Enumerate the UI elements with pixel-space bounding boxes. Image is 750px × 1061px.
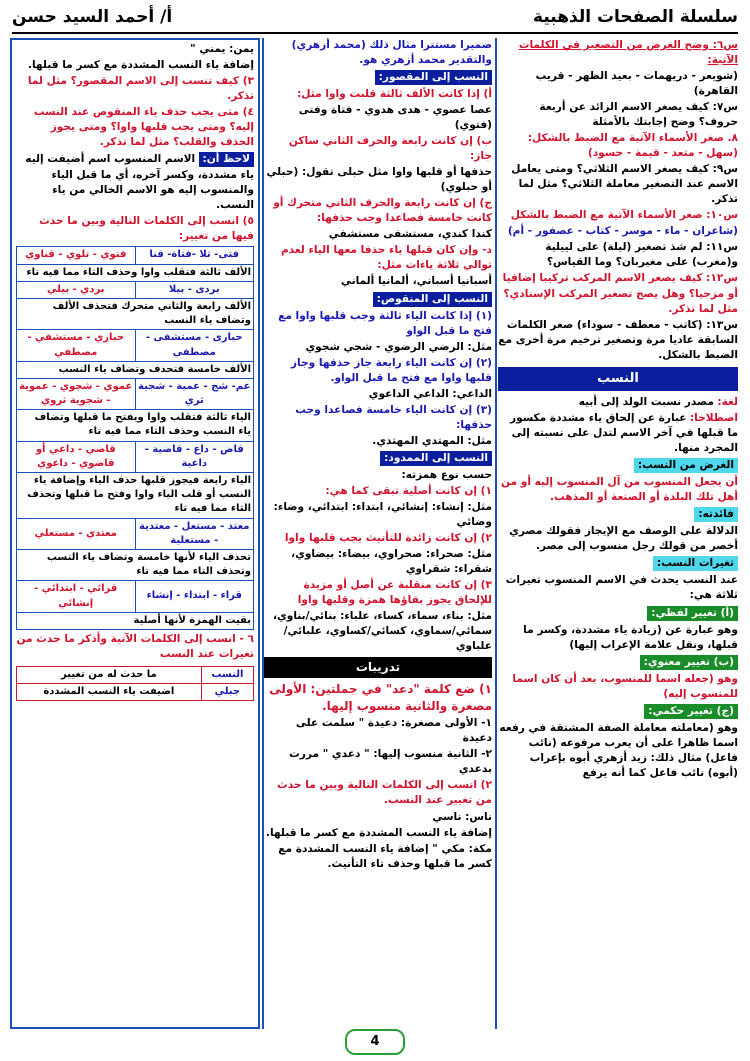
table-cell-nasab [17,581,136,612]
word-nasab: حباري - مستشفي - مصطفي [27,332,125,358]
mamdud-3-example: مثل: بناء، سماء، كساء، علباء: بنائي/بناوي، سمائي/سماوي، كسائي/كساوي، علبائي/علباوي [273,610,492,653]
word-source: فتى- تلا -فتاة- قنا [149,249,240,261]
table-row-rule [17,410,254,441]
training-2-a: ناس: ناسي [432,810,492,823]
table-row [17,330,254,361]
maqsur-a-example: عصا عصوي - هدى هدوي - فتاة وفتى (فتوي) [298,104,492,132]
change-1-text: وهو عبارة عن (زيادة ياء مشددة، وكسر ما قبلها، ونقل علامة الإعراب إليها) [523,623,738,651]
changes-label: تغيرات النسب: [653,556,738,571]
faida-label: فائدته: [694,507,738,522]
answer-row [17,684,254,701]
table-cell-words [135,441,254,472]
table-cell-rule: بقيت الهمزة لأنها أصلية [17,612,254,629]
top-example-desc: إضافة ياء النسب المشددة مع كسر ما قبلها. [27,59,254,72]
column-divider-right [495,38,497,1029]
table-cell-rule: الألف خامسة فتحذف وتضاف ياء النسب [17,361,254,378]
table-row [17,518,254,549]
question-6-words: (شويعر - دريهمات - بعيد الظهر - قريب القاهرة) [535,70,738,98]
maqsur-b: ب) إن كانت رابعة والحرف الثاني ساكن جاز: [288,135,492,163]
change-2-text: وهو (جعله اسما للمنسوب، بعد أن كان اسما للمنسوب إليه) [512,672,738,700]
table-cell-nasab [17,441,136,472]
training-title: تدريبات [264,657,492,678]
manqus-2: (٢) إن كانت الياء رابعة جاز حذفها وجاز قلبها واوا مع فتح ما قبل الواو. [290,356,492,384]
word-source: قاض - داع - قاضية - داعية [144,443,244,469]
table-row-rule [17,361,254,378]
left-column [10,38,260,1029]
word-nasab: بردي - بيلي [47,283,105,295]
table-cell-rule: الألف ثالثة فتقلب واوا وحذف التاء مما فيه تاء [17,264,254,281]
lugha-label: لغة: [717,396,738,409]
manqus-1-example: مثل: الرضي الرضوي - شجي شجوي [305,340,492,353]
answer-row [17,666,254,683]
table-row-rule [17,612,254,629]
word-nasab: فتوي - تلوي - قناوي [25,249,127,261]
mamdud-2-example: مثل: صحراء: صحراوي، بيضاء: بيضاوي، شقراء: شقراوي [291,548,492,576]
maqsur-b-example: حذفها أو قلبها واوا مثل حبلى تقول: (حبلي أو حبلوي) [266,166,492,194]
answer-cell-change: اضيفت ياء النسب المشددة [17,684,202,701]
istilah-label: اصطلاحا: [689,412,738,425]
mamdud-intro: حسب نوع همزته: [401,468,492,481]
maqsur-d-example: أسبانيا أسباني، ألمانيا ألماني [340,275,492,288]
answer-cell-change: ما حدث له من تغيير [17,666,202,683]
table-cell-nasab [17,518,136,549]
word-source: قراء - ابتداء - إنشاء [146,590,242,602]
page-number: 4 [345,1029,405,1055]
maqsur-c: ج) إن كانت رابعة والحرف الثاني متحرك أو كانت خامسة فصاعدا وجب حذفها: [273,197,492,225]
table-cell-words [135,378,254,409]
question-13: س١٣: (كاتب - معطف - سوداء) صغر الكلمات السابقة عاديا مرة وتصغير ترخيم مرة أخرى مع الضبط بالشكل. [498,318,738,361]
table-cell-words [135,581,254,612]
section-title-nasab: النسب [498,367,738,391]
word-source: بردى - بيلا [168,283,220,295]
change-1-label: (أ) تغيير لفظي: [647,606,738,621]
maqsur-d: د- وإن كان قبلها ياء حذفا معها الياء لعدم توالي ثلاثة ياءات مثل: [280,244,492,272]
table-row-rule [17,549,254,580]
training-1: ١) ضع كلمة "دعد" في جملتين: الأولى مصغرة والثانية منسوب إليها. [269,682,492,714]
answer-cell-word: جبلي [201,684,253,701]
note-label: لاحظ أن: [199,152,254,167]
maqsur-c-example: كندا كندي، مستشفى مستشفي [328,228,492,241]
training-1-b: ٢- الثانية منسوب إليها: " دعدي " مررت بدعدي [289,748,492,776]
intro-text: ضميرا مستترا مثال ذلك (محمد أزهري) والتقدير محمد أزهري هو. [291,39,492,67]
header-divider [12,32,738,34]
lugha-text: مصدر نسبت الولد إلى أبيه [578,396,714,409]
table-row [17,441,254,472]
table-cell-rule: الياء ثالثة فتقلب واوا ويفتح ما قبلها وتضاف ياء النسب وحذف التاء مما فيه تاء [17,410,254,441]
gharad-text: أن يجعل المنسوب من آل المنسوب إليه أو من أهل تلك البلدة أو الصنعة أو المذهب. [500,476,738,504]
question-5: ٥) انسب إلى الكلمات التالية وبين ما حدث فيها من تغيير: [39,215,254,243]
word-source: حبارى - مستشفى - مصطفى [145,332,243,358]
mamdud-1-example: مثل: إنشاء: إنشائي، ابتداء: ابتدائي، وضاء: وضائي [273,500,492,528]
table-cell-words [135,330,254,361]
change-2-label: (ب) تغيير معنوي: [640,655,738,670]
faida-text: الدلالة على الوصف مع الإيجاز فقولك مصري أخصر من قولك رجل منسوب إلى مصر. [509,525,738,553]
top-example: يمن: يمني " [190,43,254,55]
manqus-3-example: مثل: المهتدي المهتدي. [372,434,492,447]
word-nasab: قاضي - داعي أو قاضوي - داعوي [35,443,116,469]
change-3-label: (ج) تغيير حكمي: [644,704,738,719]
mamdud-2: ٢) إن كانت زائدة للتأنيث يجب قلبها واوا [284,531,492,544]
table-cell-words [135,247,254,264]
question-7: س٧: كيف يصغر الاسم الزائد عن أربعة حروف؟ وضح إجابتك بالأمثلة [539,101,738,129]
middle-column [264,38,492,1029]
manqus-2-example: الداعي: الداعي الداعوي [368,387,492,400]
author-name: أ/ أحمد السيد حسن [12,7,173,27]
training-2-b: مكة: مكي " إضافة ياء النسب المشددة مع كسر ما قبلها وحذف تاء التأنيث. [278,842,492,870]
table-row-rule [17,473,254,519]
answer-cell-word: النسب [201,666,253,683]
word-source: معتد - مستعل - معتدية - مستعلية [139,520,250,546]
table-row [17,378,254,409]
mamdud-1: ١) إن كانت أصلية تبقى كما هي: [325,484,492,497]
page-header [12,4,738,30]
table-row [17,247,254,264]
manqus-1: (١) إذا كانت الياء ثالثة وجب قلبها واوا مع فتح ما قبل الواو [278,309,492,337]
training-1-a: ١- الأولى مصغرة: دعيدة " سلمت على دعيدة [295,717,492,745]
question-3: ٣) كيف تنسب إلى الاسم المقصور؟ مثل لما تذكر. [27,75,254,103]
right-column [498,38,738,1029]
table-row-rule [17,264,254,281]
word-nasab: قرائي - ابتدائي - إنشائي [34,583,118,609]
table-cell-nasab [17,378,136,409]
changes-text: عند النسب يحدث في الاسم المنسوب تغيرات ثلاثة هي: [505,574,738,602]
word-nasab: عموي - شجوي - عموية - شجوية ثروي [19,380,133,407]
question-12: س١٢: كيف يصغر الاسم المركب تركيبا إضافيا أو مزجيا؟ وهل يصح تصغير المركب الإسنادي؟ مثل لما تذكر. [502,272,738,315]
question-4: ٤) متى يجب حذف ياء المنقوص عند النسب إليه؟ ومتى يجب قلبها واوا؟ ومتى يجوز الحذف والقلب؟ مثل لما تذكر. [33,106,254,149]
question-9: س٩: كيف يصغر الاسم الثلاثي؟ ومتى يعامل الاسم عند التصغير معاملة الثلاثي؟ مثل لما تذكر. [511,163,738,206]
istilah-text: عبارة عن إلحاق ياء مشددة مكسور ما قبلها في آخر الاسم لتدل على نسبته إلى المجرد منها. [509,412,738,455]
mamdud-3: ٣) إن كانت منقلبة عن أصل أو مزيدة للإلحاق يجوز بقاؤها همزة وقلبها واوا [297,579,492,607]
maqsur-a: أ) إذا كانت الألف ثالثة قلبت واوا مثل: [297,88,492,101]
word-nasab: معتدي - مستعلي [34,527,117,539]
series-title: سلسلة الصفحات الذهبية [533,7,738,27]
question-11: س١١: لم شذ تصغير (ليلة) على لييلية و(مغرب) على مغيربان؟ وما القياس؟ [545,241,738,269]
change-3-text: وهو (معاملته معاملة الصفة المشتقة في رفعه اسما ظاهرا على أن يعرب مرفوعه (نائب فاعل) مثال ذلك: زيد أزهري أبوه بإعراب (أبوه) نائب فاعل كما أنه يرفع [499,721,738,779]
table-cell-nasab [17,247,136,264]
table-cell-rule: تحذف الياء لأنها خامسة وتضاف ياء النسب وتحذف التاء مما فيه تاء [17,549,254,580]
manqus-title: النسب إلى المنقوص: [373,292,492,307]
table-row-rule [17,298,254,329]
word-source: عم- شج - عمية - شجية ثري [138,380,251,407]
maqsur-title: النسب إلى المقصور: [375,70,492,85]
question-10-words: (شاعران - ماء - موسر - كتاب - عصفور - أم) [507,225,738,238]
table-cell-words [135,518,254,549]
table-row [17,281,254,298]
table-cell-words [135,281,254,298]
training-2-a-desc: إضافة ياء النسب المشددة مع كسر ما قبلها. [265,826,492,839]
table-cell-rule: الياء رابعة فيجوز قلبها حذف الياء وإضافة ياء النسب أو قلب الياء واوا وفتح ما قبلها وتحذف التاء مما فيه تاء [17,473,254,519]
mamdud-title: النسب إلى الممدود: [380,451,492,466]
table-cell-nasab [17,330,136,361]
nasab-table [16,246,254,630]
table-row [17,581,254,612]
answer-table [16,666,254,701]
table-cell-nasab [17,281,136,298]
question-8: ٨. صغر الأسماء الآتية مع الضبط بالشكل: (سهل - متعد - قيمة - حسود) [527,132,738,160]
question-10: س١٠: صغر الأسماء الآتية مع الضبط بالشكل [510,209,738,222]
note-text: الاسم المنسوب اسم أضيفت إليه ياء مشددة، وكسر آخره، أي ما قبل الياء والمنسوب إليه هو الاسم الخالي من ياء النسب. [25,153,254,212]
question-6-left: ٦ - انسب إلى الكلمات الآتية وأذكر ما حدث من تغيرات عند النسب [16,632,254,660]
table-cell-rule: الألف رابعة والثاني متحرك فتحذف الألف وتضاف ياء النسب [17,298,254,329]
gharad-label: الغرض من النسب: [634,458,738,473]
manqus-3: (٣) إن كانت الياء خامسة فصاعدا وجب حذفها: [295,403,492,431]
question-6: س٦: وضح الغرض من التصغير في الكلمات الآتية: [518,39,738,67]
training-2: ٢) انسب إلى الكلمات التالية وبين ما حدث من تغيير عند النسب. [277,779,492,807]
